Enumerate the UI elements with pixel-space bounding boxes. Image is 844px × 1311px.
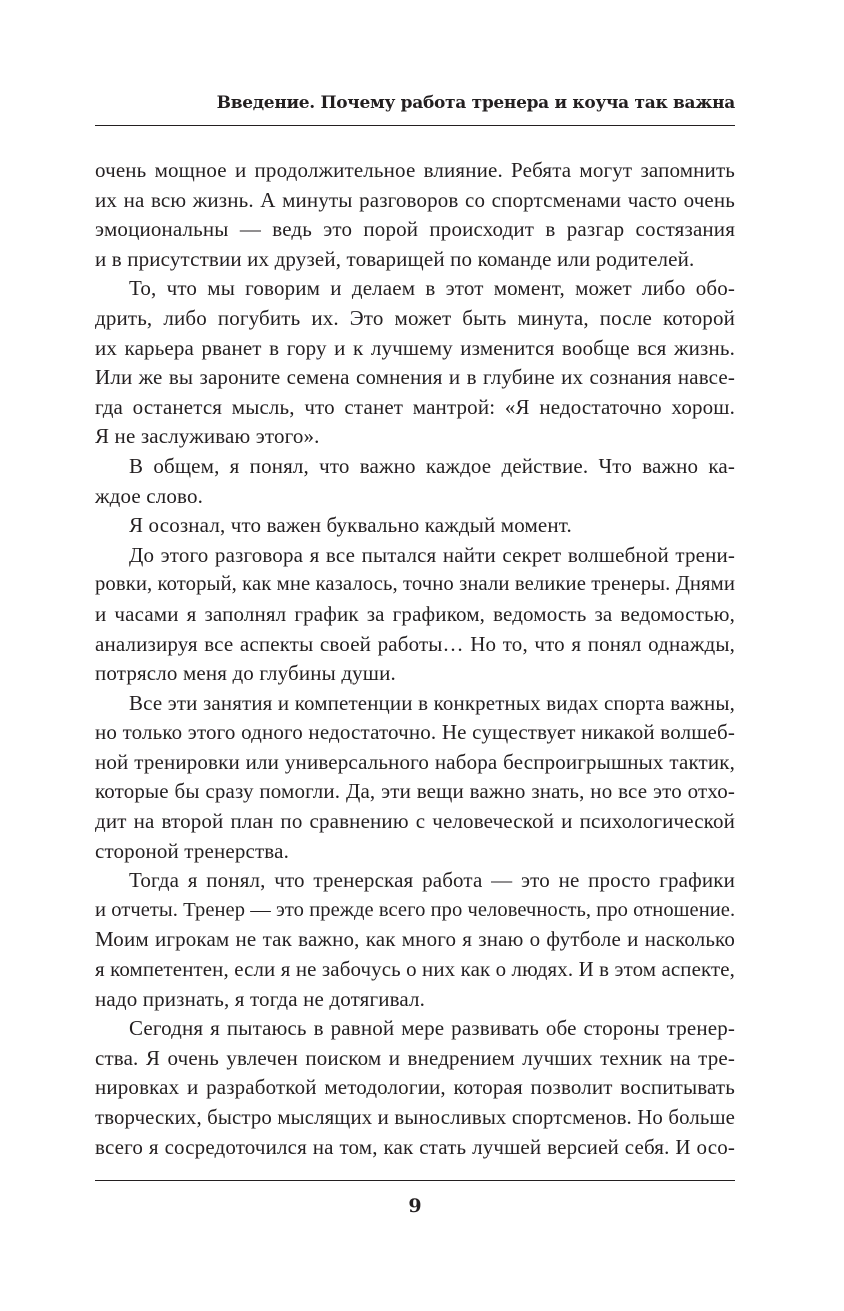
text-line: Или же вы зароните семена сомнения и в глубине их сознания навсе- — [95, 365, 735, 390]
text-line: В общем, я понял, что важно каждое действие. Что важно ка- — [129, 453, 735, 478]
text-line: дрить, либо погубить их. Это может быть минута, после которой — [95, 305, 735, 330]
text-line: нировках и разработкой методологии, которая позволит воспитывать — [95, 1075, 735, 1100]
text-line: ровки, который, как мне казалось, точно знали великие тренеры. Днями — [95, 573, 735, 596]
text-line: их карьера рванет в гору и к лучшему изменится вообще вся жизнь. — [95, 335, 735, 360]
text-line: всего я сосредоточился на том, как стать лучшей версией себя. И осо- — [95, 1134, 735, 1159]
body-text — [95, 156, 735, 1162]
text-line: которые бы сразу помогли. Да, эти вещи важно знать, но все это отхо- — [95, 779, 735, 804]
text-line: До этого разговора я все пытался найти секрет волшебной трени- — [129, 542, 735, 567]
text-line: надо признать, я тогда не дотягивал. — [95, 986, 426, 1011]
text-line: То, что мы говорим и делаем в этот момент, может либо обо- — [129, 276, 735, 301]
text-line: творческих, быстро мыслящих и выносливых спортсменов. Но больше — [95, 1105, 735, 1129]
text-line: но только этого одного недостаточно. Не существует никакой волшеб- — [95, 720, 735, 745]
header-rule — [95, 125, 735, 126]
text-line: гда останется мысль, что станет мантрой: «Я недостаточно хорош. — [95, 394, 735, 419]
text-line: ства. Я очень увлечен поиском и внедрением лучших техник на тре- — [95, 1045, 735, 1070]
text-line: Моим игрокам не так важно, как много я знаю о футболе и насколько — [95, 927, 735, 952]
text-line: ной тренировки или универсального набора беспроигрышных тактик, — [95, 749, 735, 774]
text-line: Я не заслуживаю этого». — [95, 424, 320, 449]
running-header-title: Введение. Почему работа тренера и коуча так важна — [216, 93, 735, 113]
text-line: Тогда я понял, что тренерская работа — это не просто графики — [129, 868, 735, 893]
text-line: и в присутствии их друзей, товарищей по команде или родителей. — [95, 246, 695, 271]
text-line: я компетентен, если я не забочусь о них как о людях. И в этом аспекте, — [95, 957, 735, 982]
text-line: Я осознал, что важен буквально каждый момент. — [129, 513, 572, 538]
text-line: и часами я заполнял график за графиком, ведомость за ведомостью, — [95, 601, 735, 626]
text-line: стороной тренерства. — [95, 838, 289, 863]
footer-rule — [95, 1180, 735, 1181]
text-line: очень мощное и продолжительное влияние. Ребята могут запомнить — [95, 158, 735, 182]
text-line: дит на второй план по сравнению с человеческой и психологической — [95, 809, 735, 834]
text-line: ждое слово. — [95, 483, 203, 508]
text-line: Все эти занятия и компетенции в конкретных видах спорта важны, — [129, 690, 735, 715]
page-number: 9 — [408, 1195, 422, 1217]
text-line: их на всю жизнь. А минуты разговоров со спортсменами часто очень — [95, 187, 735, 212]
text-line: потрясло меня до глубины души. — [95, 661, 396, 686]
text-line: и отчеты. Тренер — это прежде всего про человечность, про отношение. — [95, 898, 736, 921]
text-line: эмоциональны — ведь это порой происходит в разгар состязания — [95, 217, 735, 242]
text-line: Сегодня я пытаюсь в равной мере развивать обе стороны тренер- — [129, 1016, 735, 1041]
text-line: анализируя все аспекты своей работы… Но то, что я понял однажды, — [95, 631, 735, 656]
